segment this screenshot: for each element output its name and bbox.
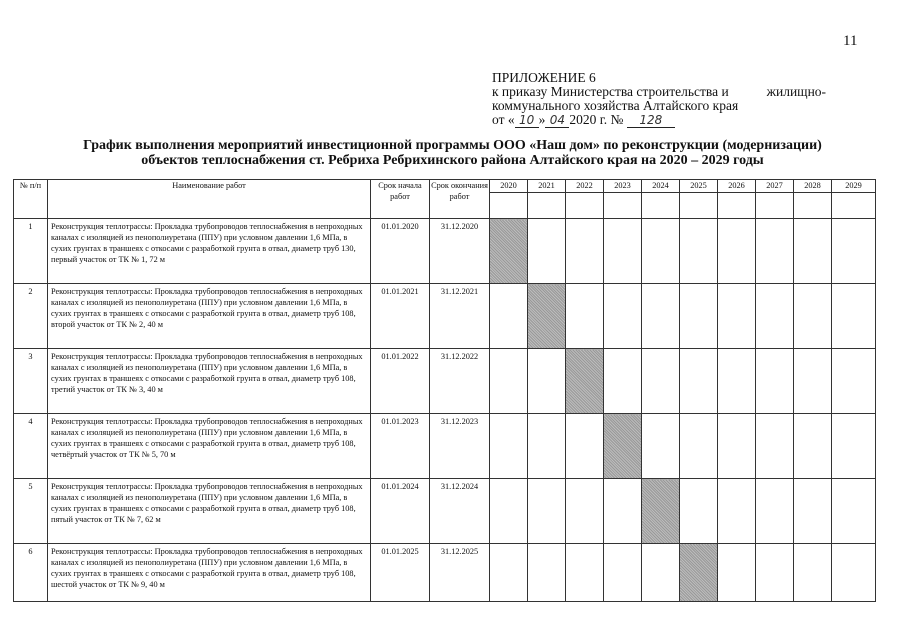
title-line-2: объектов теплоснабжения ст. Ребриха Ребрихинского района Алтайского края на 2020 – 2029 годы xyxy=(141,153,764,168)
handwritten-number: 128 xyxy=(627,113,675,128)
row-start-date: 01.01.2023 xyxy=(371,414,430,479)
year-cell xyxy=(566,479,604,544)
header-year: 2025 xyxy=(680,180,718,193)
row-work-name: Реконструкция теплотрассы: Прокладка трубопроводов теплоснабжения в непроходных каналах с изоляцией из пенополиуретана (ППУ) при условном давлении 1,6 МПа, в сухих грунтах в траншеях с откосами с разработкой грунта в отвал, диаметр труб 108, второй участок от ТК № 2, 40 м xyxy=(48,284,371,349)
year-cell xyxy=(756,219,794,284)
year-cell xyxy=(566,414,604,479)
year-cell xyxy=(718,349,756,414)
header-year: 2021 xyxy=(528,180,566,193)
year-cell xyxy=(756,544,794,602)
year-cell xyxy=(490,479,528,544)
year-cell xyxy=(756,414,794,479)
year-cell xyxy=(642,544,680,602)
table-row xyxy=(14,219,876,284)
year-cell xyxy=(794,479,832,544)
year-cell xyxy=(832,479,876,544)
year-cell xyxy=(832,414,876,479)
appendix-line1-left: к приказу Министерства строительства и xyxy=(492,84,729,99)
row-start-date: 01.01.2022 xyxy=(371,349,430,414)
appendix-title: ПРИЛОЖЕНИЕ 6 xyxy=(492,70,596,85)
handwritten-day: 10 xyxy=(515,113,539,128)
row-end-date: 31.12.2021 xyxy=(430,284,490,349)
appendix-line2: коммунального хозяйства Алтайского края xyxy=(492,98,739,113)
year-cell xyxy=(680,349,718,414)
year-cell xyxy=(718,544,756,602)
row-start-date: 01.01.2024 xyxy=(371,479,430,544)
row-num: 1 xyxy=(14,219,48,284)
header-year: 2027 xyxy=(756,180,794,193)
year-cell xyxy=(642,349,680,414)
gantt-bar xyxy=(566,349,604,414)
header-year: 2028 xyxy=(794,180,832,193)
year-cell xyxy=(680,219,718,284)
year-cell xyxy=(794,349,832,414)
year-cell xyxy=(718,219,756,284)
schedule-table xyxy=(13,179,876,602)
appendix-line1-right: жилищно- xyxy=(766,84,827,99)
year-cell xyxy=(756,479,794,544)
header-year: 2023 xyxy=(604,180,642,193)
row-end-date: 31.12.2023 xyxy=(430,414,490,479)
year-cell xyxy=(680,284,718,349)
row-num: 2 xyxy=(14,284,48,349)
gantt-bar xyxy=(528,284,566,349)
row-end-date: 31.12.2020 xyxy=(430,219,490,284)
table-row xyxy=(14,414,876,479)
gantt-bar xyxy=(604,414,642,479)
row-start-date: 01.01.2021 xyxy=(371,284,430,349)
document-title xyxy=(0,138,905,168)
year-cell xyxy=(566,544,604,602)
header-name: Наименование работ xyxy=(48,180,371,219)
year-cell xyxy=(794,219,832,284)
year-cell xyxy=(528,219,566,284)
year-cell xyxy=(642,219,680,284)
year-cell xyxy=(642,284,680,349)
year-cell xyxy=(832,219,876,284)
row-work-name: Реконструкция теплотрассы: Прокладка трубопроводов теплоснабжения в непроходных каналах с изоляцией из пенополиуретана (ППУ) при условном давлении 1,6 МПа, в сухих грунтах в траншеях с откосами с разработкой грунта в отвал, диаметр труб 108, третий участок от ТК № 3, 40 м xyxy=(48,349,371,414)
row-num: 5 xyxy=(14,479,48,544)
gantt-bar xyxy=(490,219,528,284)
table-row xyxy=(14,284,876,349)
year-cell xyxy=(490,544,528,602)
page-number: 11 xyxy=(843,33,858,49)
row-num: 4 xyxy=(14,414,48,479)
header-year: 2020 xyxy=(490,180,528,193)
row-end-date: 31.12.2022 xyxy=(430,349,490,414)
header-year: 2029 xyxy=(832,180,876,193)
row-num: 6 xyxy=(14,544,48,602)
appendix-block xyxy=(492,71,826,128)
table-row xyxy=(14,544,876,602)
appendix-line1 xyxy=(492,85,826,99)
year-cell xyxy=(604,544,642,602)
year-cell xyxy=(528,414,566,479)
year-cell xyxy=(528,479,566,544)
year-cell xyxy=(718,414,756,479)
year-cell xyxy=(794,284,832,349)
year-cell xyxy=(680,479,718,544)
year-cell xyxy=(756,284,794,349)
header-year: 2022 xyxy=(566,180,604,193)
row-num: 3 xyxy=(14,349,48,414)
year-cell xyxy=(490,284,528,349)
header-year: 2026 xyxy=(718,180,756,193)
header-year: 2024 xyxy=(642,180,680,193)
year-cell xyxy=(528,349,566,414)
year-cell xyxy=(490,414,528,479)
year-cell xyxy=(566,284,604,349)
year-cell xyxy=(794,414,832,479)
header-start: Срок начала работ xyxy=(371,180,430,219)
year-cell xyxy=(490,349,528,414)
header-end: Срок окончания работ xyxy=(430,180,490,219)
row-work-name: Реконструкция теплотрассы: Прокладка трубопроводов теплоснабжения в непроходных каналах с изоляцией из пенополиуретана (ППУ) при условном давлении 1,6 МПа, в сухих грунтах в траншеях с откосами с разработкой грунта в отвал, диаметр труб 108, шестой участок от ТК № 9, 40 м xyxy=(48,544,371,602)
year-cell xyxy=(604,479,642,544)
header-num: № п/п xyxy=(14,180,48,219)
year-cell xyxy=(604,284,642,349)
year-cell xyxy=(832,544,876,602)
year-cell xyxy=(566,219,604,284)
year-cell xyxy=(794,544,832,602)
appendix-date-line: от « 10 » 04 2020 г. № 128 xyxy=(492,113,826,128)
row-start-date: 01.01.2025 xyxy=(371,544,430,602)
year-cell xyxy=(528,544,566,602)
row-work-name: Реконструкция теплотрассы: Прокладка трубопроводов теплоснабжения в непроходных каналах с изоляцией из пенополиуретана (ППУ) при условном давлении 1,6 МПа, в сухих грунтах в траншеях с откосами с разработкой грунта в отвал, диаметр труб 108, четвёртый участок от ТК № 5, 70 м xyxy=(48,414,371,479)
year-cell xyxy=(718,479,756,544)
title-line-1: График выполнения мероприятий инвестиционной программы ООО «Наш дом» по реконструкции (модернизации) xyxy=(83,138,822,153)
row-end-date: 31.12.2024 xyxy=(430,479,490,544)
gantt-bar xyxy=(680,544,718,602)
year-cell xyxy=(718,284,756,349)
row-end-date: 31.12.2025 xyxy=(430,544,490,602)
year-cell xyxy=(756,349,794,414)
row-start-date: 01.01.2020 xyxy=(371,219,430,284)
year-cell xyxy=(604,349,642,414)
table-row xyxy=(14,349,876,414)
gantt-bar xyxy=(642,479,680,544)
year-cell xyxy=(832,349,876,414)
row-work-name: Реконструкция теплотрассы: Прокладка трубопроводов теплоснабжения в непроходных каналах с изоляцией из пенополиуретана (ППУ) при условном давлении 1,6 МПа, в сухих грунтах в траншеях с откосами с разработкой грунта в отвал, диаметр труб 130, первый участок от ТК № 1, 72 м xyxy=(48,219,371,284)
year-cell xyxy=(604,219,642,284)
table-row xyxy=(14,479,876,544)
year-cell xyxy=(642,414,680,479)
handwritten-month: 04 xyxy=(545,113,569,128)
year-cell xyxy=(832,284,876,349)
year-cell xyxy=(680,414,718,479)
row-work-name: Реконструкция теплотрассы: Прокладка трубопроводов теплоснабжения в непроходных каналах с изоляцией из пенополиуретана (ППУ) при условном давлении 1,6 МПа, в сухих грунтах в траншеях с откосами с разработкой грунта в отвал, диаметр труб 108, пятый участок от ТК № 7, 62 м xyxy=(48,479,371,544)
